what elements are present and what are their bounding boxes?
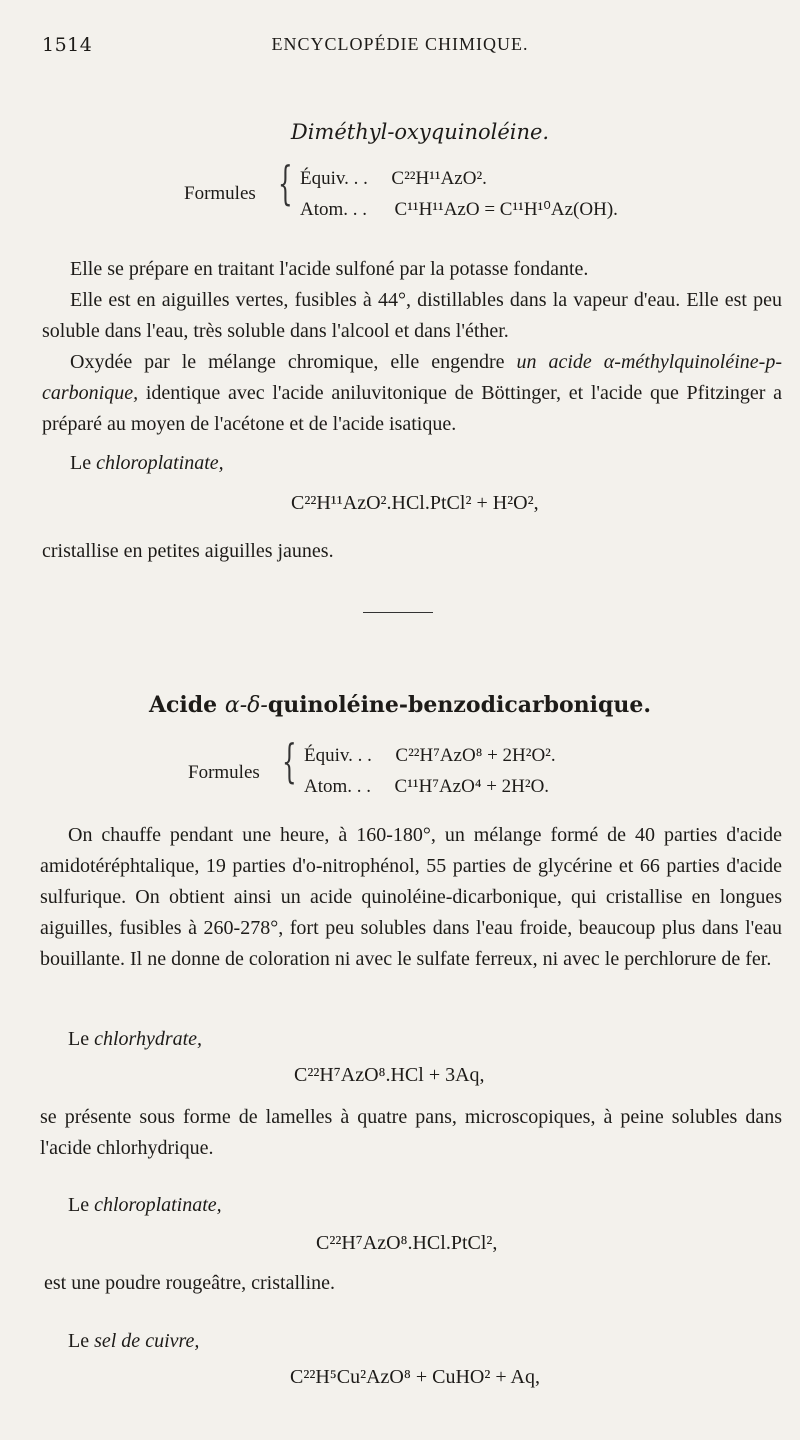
title-rest: quinoléine-benzodicarbonique. xyxy=(267,692,652,718)
atom-formula: C¹¹H¹¹AzO = C¹¹H¹⁰Az(OH). xyxy=(394,199,618,220)
para-italic-compound: un acide α-méthylquinoléine-p-carbonique, xyxy=(42,351,782,404)
formulas-label: Formules xyxy=(188,762,260,783)
salt-intro: Le xyxy=(70,452,92,474)
atom-row xyxy=(304,776,549,798)
chlorhydrate-description: se présente sous forme de lamelles à quatre pans, microscopiques, à peine solubles dans l'acide chlorhydrique. xyxy=(40,1106,782,1159)
paragraph: Elle se prépare en traitant l'acide sulfoné par la potasse fondante. xyxy=(70,258,589,280)
chloroplatinate-intro: Le xyxy=(68,1194,90,1216)
equiv-label: Équiv. . . xyxy=(304,745,372,766)
salt-formula: C²²H¹¹AzO².HCl.PtCl² + H²O², xyxy=(291,492,539,514)
section-divider xyxy=(363,612,433,613)
equiv-row xyxy=(300,168,487,190)
chloroplatinate-formula: C²²H⁷AzO⁸.HCl.PtCl², xyxy=(316,1232,498,1254)
chlorhydrate-heading xyxy=(68,1028,202,1051)
salt-name: chloroplatinate, xyxy=(96,452,224,474)
salt-description: cristallise en petites aiguilles jaunes. xyxy=(42,540,334,562)
atom-formula: C¹¹H⁷AzO⁴ + 2H²O. xyxy=(394,776,550,797)
cuivre-heading xyxy=(68,1330,199,1353)
section-title-acide xyxy=(0,692,800,718)
chlorhydrate-name: chlorhydrate, xyxy=(94,1028,203,1050)
salt-heading xyxy=(70,452,224,475)
cuivre-intro: Le xyxy=(68,1330,90,1352)
brace: { xyxy=(278,156,293,210)
paragraph: Elle est en aiguilles vertes, fusibles à 44°, distillables dans la vapeur d'eau. Elle est peu soluble dans l'eau, très soluble dans l'alcool et dans l'éther. xyxy=(42,289,782,342)
para-text: identique avec l'acide aniluvitonique de Böttinger, et l'acide que Pfitzinger a préparé au moyen de l'acétone et de l'acide isatique. xyxy=(42,382,783,435)
atom-label: Atom. . . xyxy=(300,199,368,220)
paragraph xyxy=(42,347,782,440)
chloroplatinate-heading xyxy=(68,1194,222,1217)
equiv-row xyxy=(304,745,556,767)
cuivre-name: sel de cuivre, xyxy=(94,1330,200,1352)
equiv-formula: C²²H¹¹AzO². xyxy=(391,168,487,189)
running-title: ENCYCLOPÉDIE CHIMIQUE. xyxy=(271,34,529,54)
equiv-formula: C²²H⁷AzO⁸ + 2H²O². xyxy=(395,745,556,766)
chlorhydrate-formula: C²²H⁷AzO⁸.HCl + 3Aq, xyxy=(294,1064,485,1086)
para-text: Oxydée par le mélange chromique, elle engendre xyxy=(70,351,505,373)
chlorhydrate-intro: Le xyxy=(68,1028,90,1050)
chloroplatinate-description: est une poudre rougeâtre, cristalline. xyxy=(44,1272,335,1294)
page-number: 1514 xyxy=(42,34,93,56)
formulas-label: Formules xyxy=(184,183,256,204)
title-greek: α-δ- xyxy=(224,693,268,718)
paragraph: On chauffe pendant une heure, à 160-180°, un mélange formé de 40 parties d'acide amidotéréphtalique, 19 parties d'o-nitrophénol, 55 parties de glycérine et 66 parties d'acide sulfurique. On obtient ainsi un acide quinoléine-dicarbonique, qui cristallise en longues aiguilles, fusibles à 260-278°, fort peu solubles dans l'eau froide, beaucoup plus dans l'eau bouillante. Il ne donne de coloration ni avec le sulfate ferreux, ni avec le perchlorure de fer. xyxy=(40,824,782,970)
equiv-label: Équiv. . . xyxy=(300,168,368,189)
atom-row xyxy=(300,198,618,221)
cuivre-formula: C²²H⁵Cu²AzO⁸ + CuHO² + Aq, xyxy=(290,1366,540,1388)
chloroplatinate-name: chloroplatinate, xyxy=(94,1194,222,1216)
atom-label: Atom. . . xyxy=(304,776,372,797)
brace: { xyxy=(282,734,297,788)
title-prefix: Acide xyxy=(148,692,218,718)
section-title-dimethyl-oxyquinoleine: Diméthyl-oxyquinoléine. xyxy=(290,120,550,144)
